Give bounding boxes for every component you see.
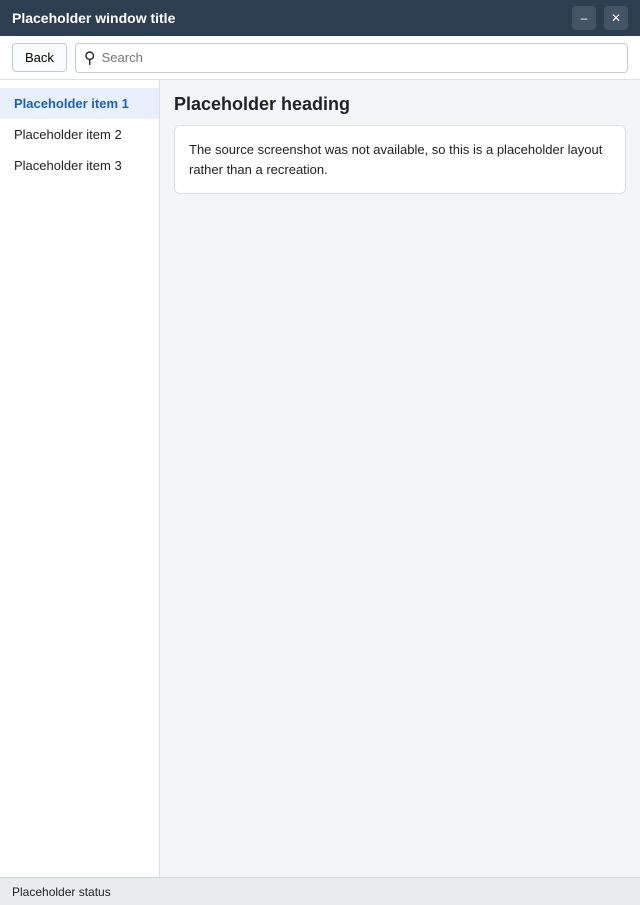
title-bar xyxy=(0,0,640,36)
toolbar xyxy=(0,36,640,80)
sidebar-item-label: Placeholder item 1 xyxy=(14,96,129,111)
page-title: Placeholder heading xyxy=(174,94,351,114)
content-text: The source screenshot was not available, so this is a placeholder layout rather than a recreation. xyxy=(189,142,603,177)
back-button[interactable]: Back xyxy=(12,43,67,72)
sidebar xyxy=(0,80,160,877)
minimize-icon[interactable]: – xyxy=(572,6,596,30)
search-icon: ⚲ xyxy=(83,49,96,67)
sidebar-item-label: Placeholder item 2 xyxy=(14,127,122,142)
sidebar-item-label: Placeholder item 3 xyxy=(14,158,122,173)
search-box xyxy=(75,43,628,73)
content-card xyxy=(174,125,626,194)
search-input[interactable] xyxy=(102,50,619,65)
sidebar-item[interactable] xyxy=(0,119,159,150)
status-bar xyxy=(0,877,640,905)
status-text: Placeholder status xyxy=(12,884,111,899)
window-title: Placeholder window title xyxy=(12,10,176,26)
main-content xyxy=(160,80,640,877)
sidebar-item[interactable] xyxy=(0,88,159,119)
sidebar-item[interactable] xyxy=(0,150,159,181)
close-icon[interactable]: ✕ xyxy=(604,6,628,30)
